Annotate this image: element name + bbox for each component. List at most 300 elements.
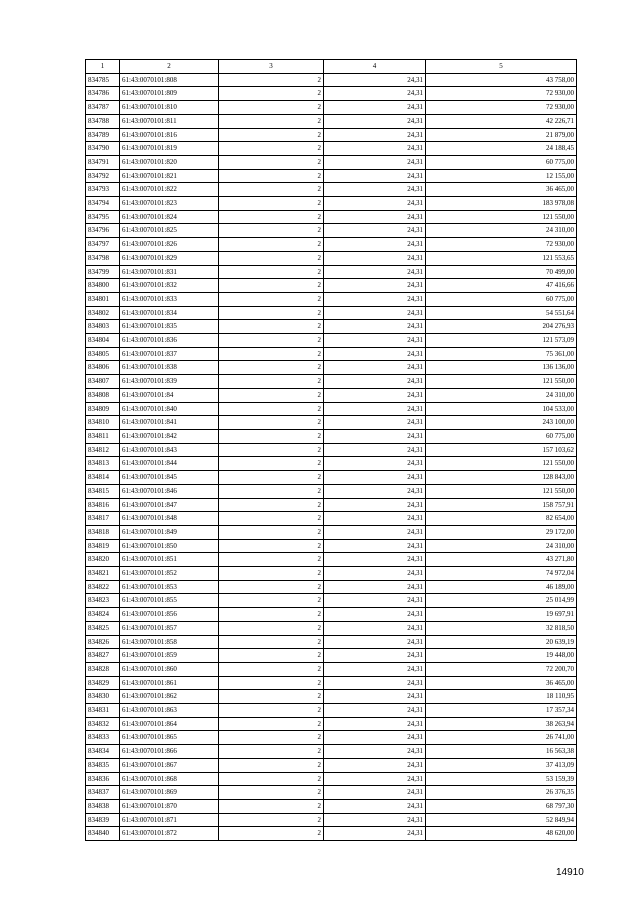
cadastral-number-cell: 61:43:0070101:809 xyxy=(120,87,219,101)
table-row xyxy=(86,388,577,402)
table-row xyxy=(86,471,577,485)
table-row xyxy=(86,375,577,389)
cadastral-number-cell: 61:43:0070101:871 xyxy=(120,813,219,827)
cadastral-number-cell: 61:43:0070101:861 xyxy=(120,676,219,690)
cadastral-number-cell: 61:43:0070101:820 xyxy=(120,155,219,169)
row-number-cell: 834836 xyxy=(86,772,120,786)
category-code-cell: 2 xyxy=(219,361,324,375)
cadastral-number-cell: 61:43:0070101:850 xyxy=(120,539,219,553)
value-cell: 121 550,00 xyxy=(426,375,577,389)
table-row xyxy=(86,525,577,539)
cadastral-number-cell: 61:43:0070101:832 xyxy=(120,279,219,293)
table-body xyxy=(86,73,577,840)
value-cell: 21 879,00 xyxy=(426,128,577,142)
rate-cell: 24,31 xyxy=(324,813,426,827)
rate-cell: 24,31 xyxy=(324,183,426,197)
rate-cell: 24,31 xyxy=(324,238,426,252)
cadastral-number-cell: 61:43:0070101:870 xyxy=(120,799,219,813)
table-row xyxy=(86,169,577,183)
cadastral-number-cell: 61:43:0070101:864 xyxy=(120,717,219,731)
category-code-cell: 2 xyxy=(219,224,324,238)
rate-cell: 24,31 xyxy=(324,114,426,128)
row-number-cell: 834799 xyxy=(86,265,120,279)
category-code-cell: 2 xyxy=(219,320,324,334)
rate-cell: 24,31 xyxy=(324,772,426,786)
category-code-cell: 2 xyxy=(219,443,324,457)
category-code-cell: 2 xyxy=(219,183,324,197)
category-code-cell: 2 xyxy=(219,649,324,663)
value-cell: 47 416,66 xyxy=(426,279,577,293)
table-row xyxy=(86,265,577,279)
category-code-cell: 2 xyxy=(219,567,324,581)
cadastral-number-cell: 61:43:0070101:833 xyxy=(120,292,219,306)
value-cell: 36 465,00 xyxy=(426,676,577,690)
row-number-cell: 834792 xyxy=(86,169,120,183)
rate-cell: 24,31 xyxy=(324,690,426,704)
rate-cell: 24,31 xyxy=(324,731,426,745)
row-number-cell: 834829 xyxy=(86,676,120,690)
column-header-1: 1 xyxy=(86,60,120,74)
category-code-cell: 2 xyxy=(219,745,324,759)
value-cell: 53 159,39 xyxy=(426,772,577,786)
table-row xyxy=(86,772,577,786)
row-number-cell: 834795 xyxy=(86,210,120,224)
row-number-cell: 834821 xyxy=(86,567,120,581)
category-code-cell: 2 xyxy=(219,375,324,389)
rate-cell: 24,31 xyxy=(324,745,426,759)
table-row xyxy=(86,142,577,156)
category-code-cell: 2 xyxy=(219,525,324,539)
rate-cell: 24,31 xyxy=(324,786,426,800)
table-row xyxy=(86,183,577,197)
page-number: 14910 xyxy=(556,867,584,878)
data-table xyxy=(85,59,577,841)
category-code-cell: 2 xyxy=(219,155,324,169)
rate-cell: 24,31 xyxy=(324,265,426,279)
row-number-cell: 834840 xyxy=(86,827,120,841)
value-cell: 12 155,00 xyxy=(426,169,577,183)
rate-cell: 24,31 xyxy=(324,73,426,87)
category-code-cell: 2 xyxy=(219,197,324,211)
category-code-cell: 2 xyxy=(219,347,324,361)
rate-cell: 24,31 xyxy=(324,87,426,101)
table-row xyxy=(86,210,577,224)
table-row xyxy=(86,443,577,457)
cadastral-number-cell: 61:43:0070101:860 xyxy=(120,662,219,676)
row-number-cell: 834794 xyxy=(86,197,120,211)
rate-cell: 24,31 xyxy=(324,498,426,512)
value-cell: 72 930,00 xyxy=(426,87,577,101)
rate-cell: 24,31 xyxy=(324,306,426,320)
table-row xyxy=(86,690,577,704)
value-cell: 121 550,00 xyxy=(426,457,577,471)
row-number-cell: 834803 xyxy=(86,320,120,334)
table-row xyxy=(86,101,577,115)
category-code-cell: 2 xyxy=(219,292,324,306)
cadastral-number-cell: 61:43:0070101:866 xyxy=(120,745,219,759)
value-cell: 121 553,65 xyxy=(426,251,577,265)
cadastral-number-cell: 61:43:0070101:857 xyxy=(120,621,219,635)
category-code-cell: 2 xyxy=(219,512,324,526)
value-cell: 74 972,04 xyxy=(426,567,577,581)
cadastral-number-cell: 61:43:0070101:810 xyxy=(120,101,219,115)
rate-cell: 24,31 xyxy=(324,525,426,539)
cadastral-number-cell: 61:43:0070101:843 xyxy=(120,443,219,457)
category-code-cell: 2 xyxy=(219,279,324,293)
rate-cell: 24,31 xyxy=(324,251,426,265)
cadastral-number-cell: 61:43:0070101:872 xyxy=(120,827,219,841)
row-number-cell: 834828 xyxy=(86,662,120,676)
table-row xyxy=(86,662,577,676)
cadastral-number-cell: 61:43:0070101:844 xyxy=(120,457,219,471)
column-header-4: 4 xyxy=(324,60,426,74)
value-cell: 17 357,34 xyxy=(426,704,577,718)
category-code-cell: 2 xyxy=(219,827,324,841)
category-code-cell: 2 xyxy=(219,580,324,594)
category-code-cell: 2 xyxy=(219,471,324,485)
category-code-cell: 2 xyxy=(219,251,324,265)
row-number-cell: 834788 xyxy=(86,114,120,128)
cadastral-number-cell: 61:43:0070101:858 xyxy=(120,635,219,649)
cadastral-number-cell: 61:43:0070101:825 xyxy=(120,224,219,238)
table-row xyxy=(86,361,577,375)
column-header-3: 3 xyxy=(219,60,324,74)
cadastral-number-cell: 61:43:0070101:821 xyxy=(120,169,219,183)
table-row xyxy=(86,649,577,663)
value-cell: 25 014,99 xyxy=(426,594,577,608)
rate-cell: 24,31 xyxy=(324,457,426,471)
cadastral-number-cell: 61:43:0070101:826 xyxy=(120,238,219,252)
row-number-cell: 834833 xyxy=(86,731,120,745)
table-row xyxy=(86,347,577,361)
category-code-cell: 2 xyxy=(219,142,324,156)
value-cell: 24 188,45 xyxy=(426,142,577,156)
cadastral-number-cell: 61:43:0070101:846 xyxy=(120,484,219,498)
rate-cell: 24,31 xyxy=(324,676,426,690)
value-cell: 18 110,95 xyxy=(426,690,577,704)
row-number-cell: 834830 xyxy=(86,690,120,704)
table-row xyxy=(86,731,577,745)
rate-cell: 24,31 xyxy=(324,443,426,457)
category-code-cell: 2 xyxy=(219,799,324,813)
row-number-cell: 834804 xyxy=(86,334,120,348)
table-row xyxy=(86,457,577,471)
value-cell: 82 654,00 xyxy=(426,512,577,526)
value-cell: 121 550,00 xyxy=(426,484,577,498)
row-number-cell: 834797 xyxy=(86,238,120,252)
value-cell: 157 103,62 xyxy=(426,443,577,457)
category-code-cell: 2 xyxy=(219,608,324,622)
row-number-cell: 834823 xyxy=(86,594,120,608)
value-cell: 70 499,00 xyxy=(426,265,577,279)
table-row xyxy=(86,813,577,827)
cadastral-number-cell: 61:43:0070101:836 xyxy=(120,334,219,348)
table-row xyxy=(86,717,577,731)
value-cell: 60 775,00 xyxy=(426,292,577,306)
rate-cell: 24,31 xyxy=(324,155,426,169)
rate-cell: 24,31 xyxy=(324,388,426,402)
category-code-cell: 2 xyxy=(219,306,324,320)
rate-cell: 24,31 xyxy=(324,128,426,142)
value-cell: 46 189,00 xyxy=(426,580,577,594)
category-code-cell: 2 xyxy=(219,210,324,224)
row-number-cell: 834787 xyxy=(86,101,120,115)
cadastral-number-cell: 61:43:0070101:862 xyxy=(120,690,219,704)
value-cell: 20 639,19 xyxy=(426,635,577,649)
category-code-cell: 2 xyxy=(219,429,324,443)
value-cell: 24 310,00 xyxy=(426,539,577,553)
row-number-cell: 834810 xyxy=(86,416,120,430)
row-number-cell: 834817 xyxy=(86,512,120,526)
row-number-cell: 834812 xyxy=(86,443,120,457)
rate-cell: 24,31 xyxy=(324,635,426,649)
row-number-cell: 834785 xyxy=(86,73,120,87)
table-row xyxy=(86,306,577,320)
value-cell: 136 136,00 xyxy=(426,361,577,375)
cadastral-number-cell: 61:43:0070101:824 xyxy=(120,210,219,224)
rate-cell: 24,31 xyxy=(324,361,426,375)
table-row xyxy=(86,155,577,169)
category-code-cell: 2 xyxy=(219,388,324,402)
category-code-cell: 2 xyxy=(219,169,324,183)
table-row xyxy=(86,799,577,813)
value-cell: 72 930,00 xyxy=(426,101,577,115)
value-cell: 72 930,00 xyxy=(426,238,577,252)
table-row xyxy=(86,484,577,498)
rate-cell: 24,31 xyxy=(324,827,426,841)
cadastral-number-cell: 61:43:0070101:845 xyxy=(120,471,219,485)
value-cell: 52 849,94 xyxy=(426,813,577,827)
rate-cell: 24,31 xyxy=(324,717,426,731)
value-cell: 42 226,71 xyxy=(426,114,577,128)
category-code-cell: 2 xyxy=(219,621,324,635)
rate-cell: 24,31 xyxy=(324,580,426,594)
table-row xyxy=(86,553,577,567)
row-number-cell: 834798 xyxy=(86,251,120,265)
category-code-cell: 2 xyxy=(219,128,324,142)
row-number-cell: 834831 xyxy=(86,704,120,718)
row-number-cell: 834815 xyxy=(86,484,120,498)
category-code-cell: 2 xyxy=(219,758,324,772)
column-header-5: 5 xyxy=(426,60,577,74)
rate-cell: 24,31 xyxy=(324,649,426,663)
table-row xyxy=(86,498,577,512)
value-cell: 204 276,93 xyxy=(426,320,577,334)
category-code-cell: 2 xyxy=(219,498,324,512)
value-cell: 72 200,70 xyxy=(426,662,577,676)
rate-cell: 24,31 xyxy=(324,621,426,635)
rate-cell: 24,31 xyxy=(324,553,426,567)
table-row xyxy=(86,621,577,635)
table-row xyxy=(86,320,577,334)
table-row xyxy=(86,279,577,293)
rate-cell: 24,31 xyxy=(324,484,426,498)
cadastral-number-cell: 61:43:0070101:819 xyxy=(120,142,219,156)
rate-cell: 24,31 xyxy=(324,334,426,348)
row-number-cell: 834808 xyxy=(86,388,120,402)
cadastral-number-cell: 61:43:0070101:863 xyxy=(120,704,219,718)
value-cell: 19 697,91 xyxy=(426,608,577,622)
row-number-cell: 834824 xyxy=(86,608,120,622)
value-cell: 43 271,80 xyxy=(426,553,577,567)
rate-cell: 24,31 xyxy=(324,169,426,183)
row-number-cell: 834809 xyxy=(86,402,120,416)
rate-cell: 24,31 xyxy=(324,567,426,581)
cadastral-number-cell: 61:43:0070101:841 xyxy=(120,416,219,430)
row-number-cell: 834826 xyxy=(86,635,120,649)
rate-cell: 24,31 xyxy=(324,375,426,389)
value-cell: 243 100,00 xyxy=(426,416,577,430)
row-number-cell: 834816 xyxy=(86,498,120,512)
row-number-cell: 834801 xyxy=(86,292,120,306)
value-cell: 16 563,38 xyxy=(426,745,577,759)
cadastral-number-cell: 61:43:0070101:834 xyxy=(120,306,219,320)
table-row xyxy=(86,676,577,690)
cadastral-number-cell: 61:43:0070101:855 xyxy=(120,594,219,608)
cadastral-number-cell: 61:43:0070101:839 xyxy=(120,375,219,389)
rate-cell: 24,31 xyxy=(324,292,426,306)
table-row xyxy=(86,224,577,238)
value-cell: 60 775,00 xyxy=(426,155,577,169)
row-number-cell: 834822 xyxy=(86,580,120,594)
table-row xyxy=(86,416,577,430)
rate-cell: 24,31 xyxy=(324,320,426,334)
rate-cell: 24,31 xyxy=(324,662,426,676)
category-code-cell: 2 xyxy=(219,265,324,279)
rate-cell: 24,31 xyxy=(324,210,426,224)
value-cell: 48 620,00 xyxy=(426,827,577,841)
cadastral-number-cell: 61:43:0070101:840 xyxy=(120,402,219,416)
category-code-cell: 2 xyxy=(219,87,324,101)
category-code-cell: 2 xyxy=(219,238,324,252)
category-code-cell: 2 xyxy=(219,553,324,567)
category-code-cell: 2 xyxy=(219,772,324,786)
header-row xyxy=(86,60,577,74)
cadastral-number-cell: 61:43:0070101:848 xyxy=(120,512,219,526)
value-cell: 183 978,08 xyxy=(426,197,577,211)
value-cell: 26 376,35 xyxy=(426,786,577,800)
cadastral-number-cell: 61:43:0070101:867 xyxy=(120,758,219,772)
value-cell: 38 263,94 xyxy=(426,717,577,731)
cadastral-number-cell: 61:43:0070101:849 xyxy=(120,525,219,539)
cadastral-number-cell: 61:43:0070101:859 xyxy=(120,649,219,663)
cadastral-number-cell: 61:43:0070101:816 xyxy=(120,128,219,142)
rate-cell: 24,31 xyxy=(324,429,426,443)
cadastral-number-cell: 61:43:0070101:869 xyxy=(120,786,219,800)
rate-cell: 24,31 xyxy=(324,347,426,361)
table-row xyxy=(86,238,577,252)
row-number-cell: 834786 xyxy=(86,87,120,101)
row-number-cell: 834811 xyxy=(86,429,120,443)
table-row xyxy=(86,512,577,526)
cadastral-number-cell: 61:43:0070101:851 xyxy=(120,553,219,567)
value-cell: 36 465,00 xyxy=(426,183,577,197)
row-number-cell: 834814 xyxy=(86,471,120,485)
table-row xyxy=(86,758,577,772)
row-number-cell: 834789 xyxy=(86,128,120,142)
table-row xyxy=(86,539,577,553)
row-number-cell: 834818 xyxy=(86,525,120,539)
rate-cell: 24,31 xyxy=(324,608,426,622)
category-code-cell: 2 xyxy=(219,73,324,87)
cadastral-number-cell: 61:43:0070101:823 xyxy=(120,197,219,211)
cadastral-number-cell: 61:43:0070101:852 xyxy=(120,567,219,581)
value-cell: 158 757,91 xyxy=(426,498,577,512)
row-number-cell: 834835 xyxy=(86,758,120,772)
rate-cell: 24,31 xyxy=(324,539,426,553)
value-cell: 32 818,50 xyxy=(426,621,577,635)
table-row xyxy=(86,635,577,649)
cadastral-number-cell: 61:43:0070101:811 xyxy=(120,114,219,128)
rate-cell: 24,31 xyxy=(324,279,426,293)
category-code-cell: 2 xyxy=(219,786,324,800)
table-row xyxy=(86,594,577,608)
category-code-cell: 2 xyxy=(219,416,324,430)
category-code-cell: 2 xyxy=(219,594,324,608)
cadastral-number-cell: 61:43:0070101:829 xyxy=(120,251,219,265)
value-cell: 104 533,00 xyxy=(426,402,577,416)
table-row xyxy=(86,567,577,581)
rate-cell: 24,31 xyxy=(324,197,426,211)
rate-cell: 24,31 xyxy=(324,402,426,416)
category-code-cell: 2 xyxy=(219,676,324,690)
row-number-cell: 834796 xyxy=(86,224,120,238)
value-cell: 29 172,00 xyxy=(426,525,577,539)
cadastral-number-cell: 61:43:0070101:853 xyxy=(120,580,219,594)
category-code-cell: 2 xyxy=(219,690,324,704)
value-cell: 24 310,00 xyxy=(426,388,577,402)
table-row xyxy=(86,704,577,718)
category-code-cell: 2 xyxy=(219,457,324,471)
category-code-cell: 2 xyxy=(219,731,324,745)
rate-cell: 24,31 xyxy=(324,101,426,115)
row-number-cell: 834805 xyxy=(86,347,120,361)
cadastral-number-cell: 61:43:0070101:831 xyxy=(120,265,219,279)
row-number-cell: 834791 xyxy=(86,155,120,169)
value-cell: 121 550,00 xyxy=(426,210,577,224)
row-number-cell: 834837 xyxy=(86,786,120,800)
row-number-cell: 834825 xyxy=(86,621,120,635)
rate-cell: 24,31 xyxy=(324,758,426,772)
table-row xyxy=(86,402,577,416)
row-number-cell: 834807 xyxy=(86,375,120,389)
table-row xyxy=(86,745,577,759)
row-number-cell: 834819 xyxy=(86,539,120,553)
rate-cell: 24,31 xyxy=(324,416,426,430)
table-row xyxy=(86,114,577,128)
category-code-cell: 2 xyxy=(219,717,324,731)
row-number-cell: 834802 xyxy=(86,306,120,320)
row-number-cell: 834813 xyxy=(86,457,120,471)
value-cell: 54 551,64 xyxy=(426,306,577,320)
value-cell: 68 797,30 xyxy=(426,799,577,813)
cadastral-number-cell: 61:43:0070101:868 xyxy=(120,772,219,786)
value-cell: 26 741,00 xyxy=(426,731,577,745)
table-row xyxy=(86,197,577,211)
cadastral-number-cell: 61:43:0070101:856 xyxy=(120,608,219,622)
rate-cell: 24,31 xyxy=(324,471,426,485)
cadastral-number-cell: 61:43:0070101:835 xyxy=(120,320,219,334)
category-code-cell: 2 xyxy=(219,813,324,827)
row-number-cell: 834790 xyxy=(86,142,120,156)
row-number-cell: 834827 xyxy=(86,649,120,663)
cadastral-number-cell: 61:43:0070101:84 xyxy=(120,388,219,402)
category-code-cell: 2 xyxy=(219,114,324,128)
value-cell: 121 573,09 xyxy=(426,334,577,348)
table-row xyxy=(86,429,577,443)
category-code-cell: 2 xyxy=(219,539,324,553)
value-cell: 24 310,00 xyxy=(426,224,577,238)
